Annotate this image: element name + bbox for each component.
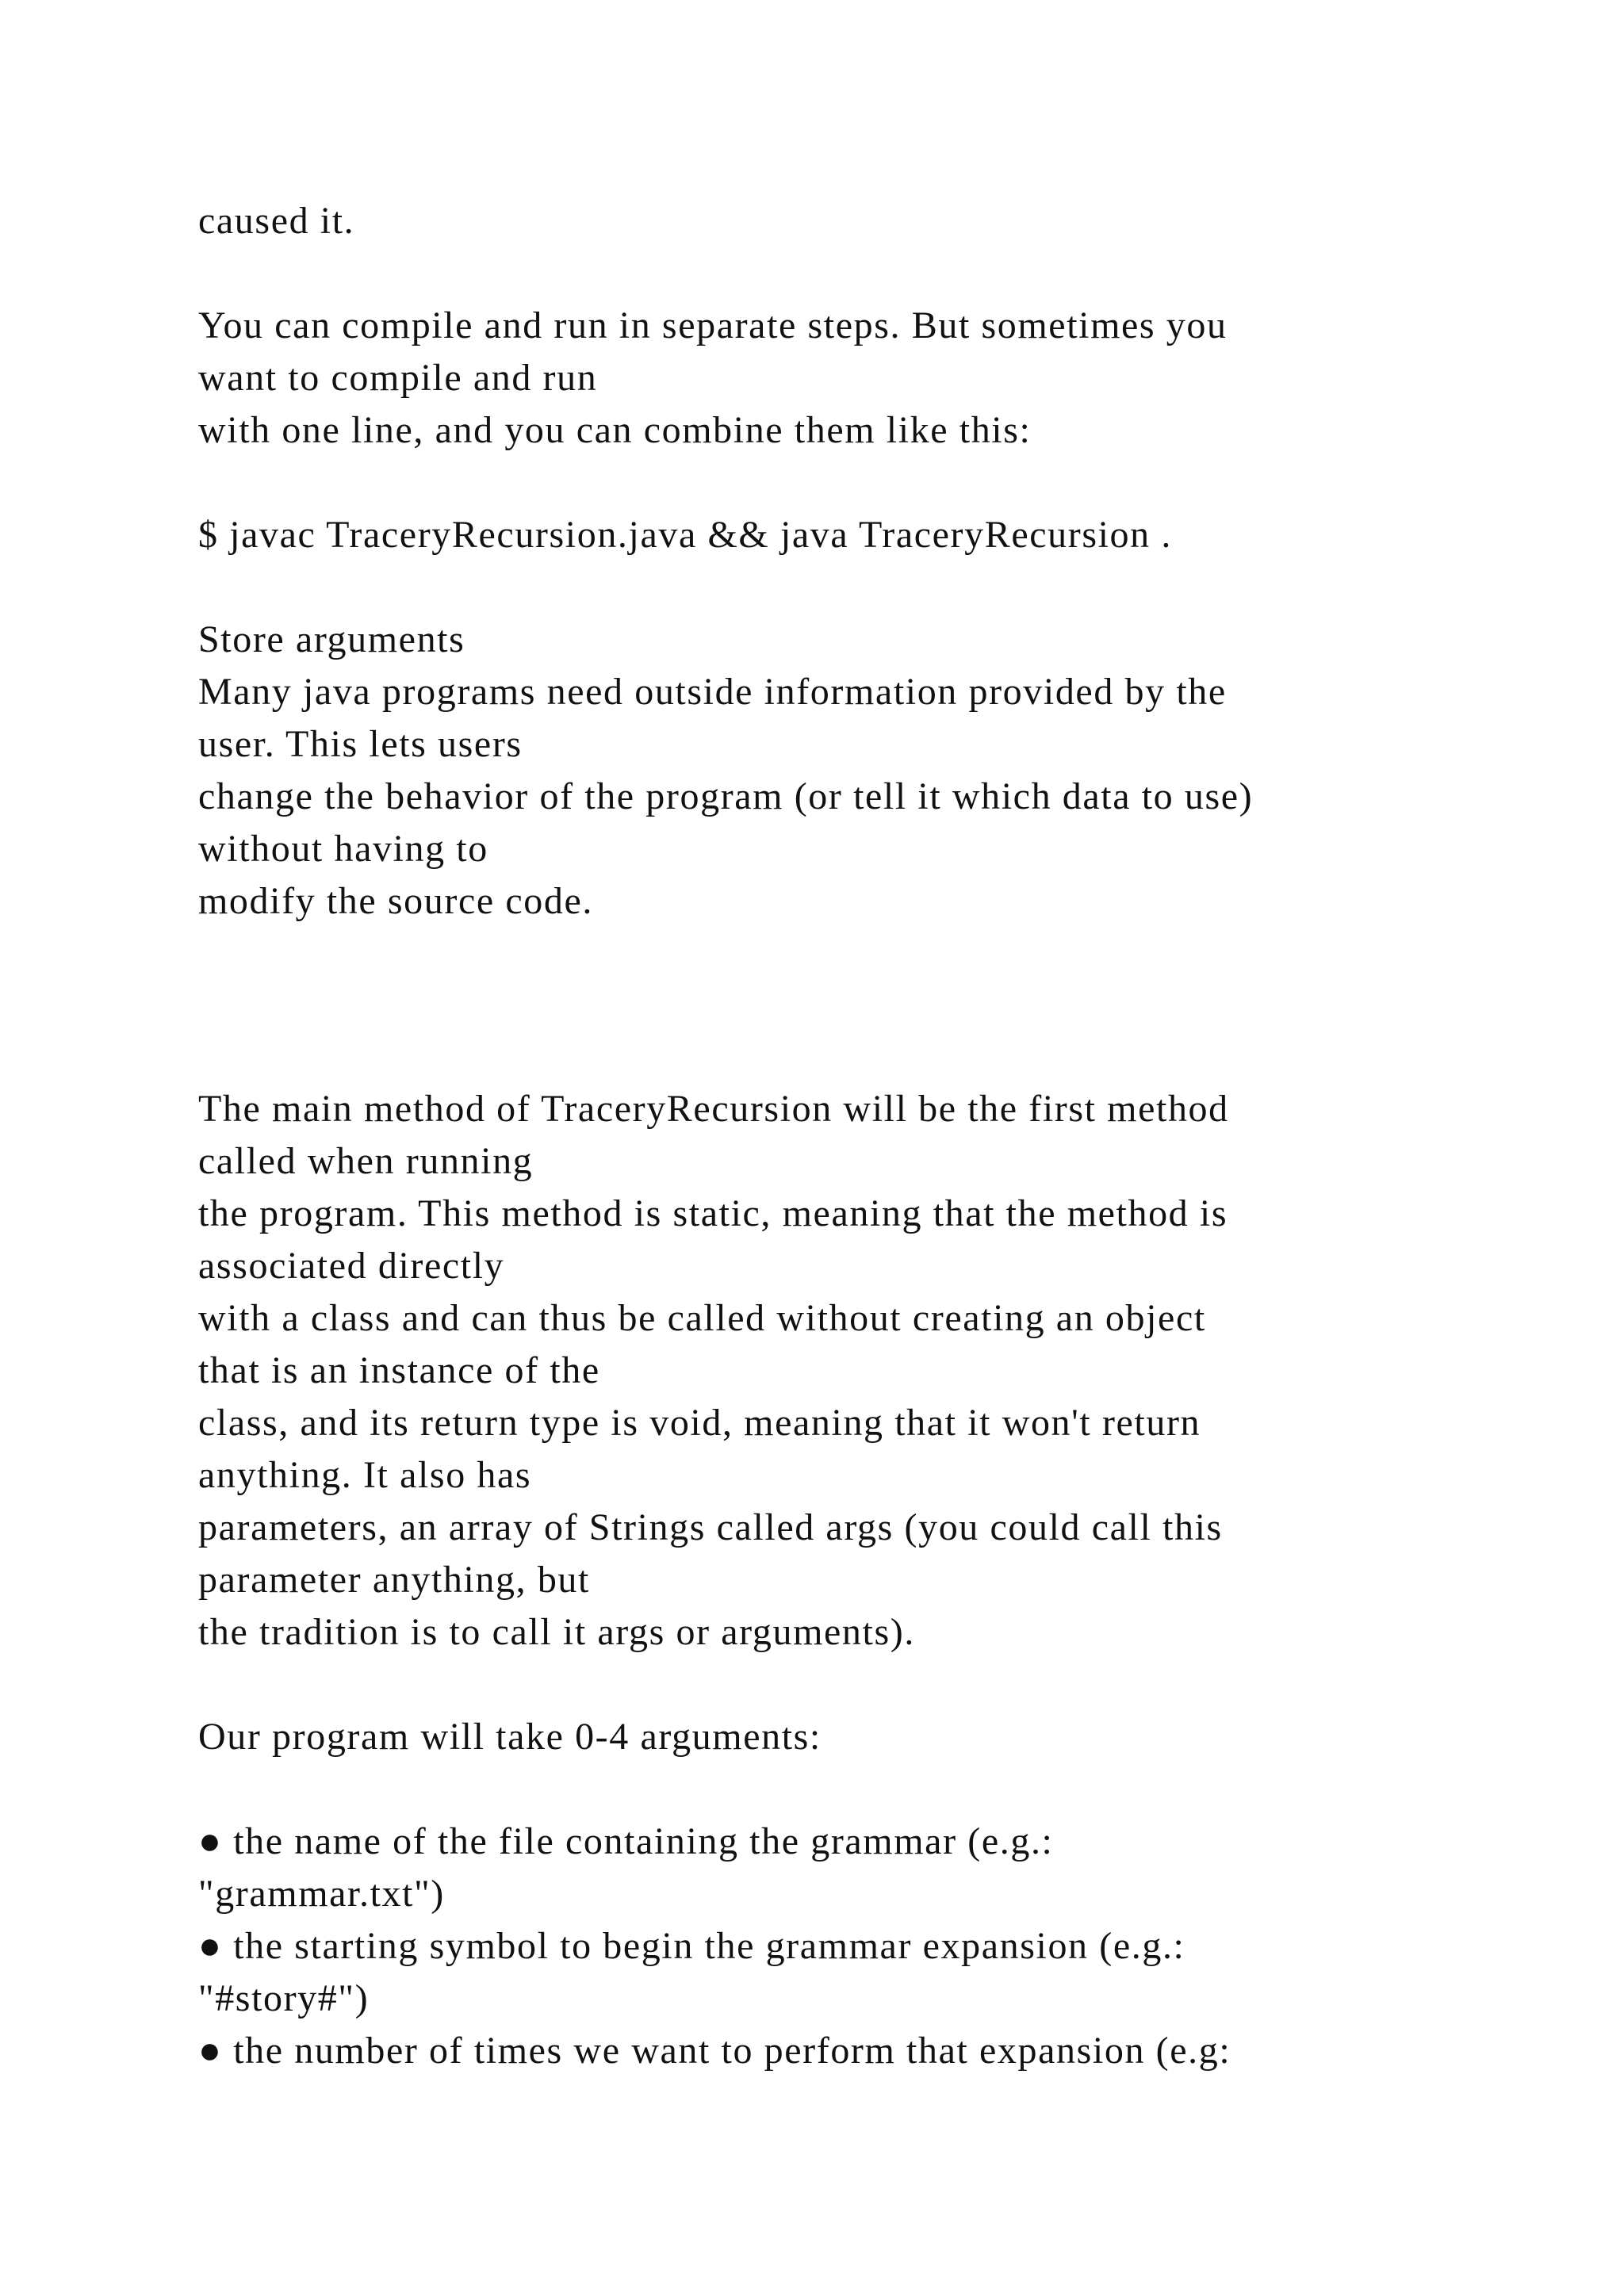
text-line: parameter anything, but — [198, 1559, 590, 1601]
text-line: parameters, an array of Strings called args (you could call this — [198, 1506, 1223, 1548]
text-line: the tradition is to call it args or arguments). — [198, 1611, 915, 1653]
bullet-item: ● the name of the file containing the grammar (e.g.: — [198, 1820, 1054, 1862]
text-line: user. This lets users — [198, 723, 523, 765]
bullet-item: ● the number of times we want to perform that expansion (e.g: — [198, 2030, 1231, 2072]
bullet-item: ● the starting symbol to begin the grammar expansion (e.g.: — [198, 1925, 1185, 1967]
text-line: The main method of TraceryRecursion will be the first method — [198, 1088, 1229, 1130]
text-line: with one line, and you can combine them like this: — [198, 409, 1032, 451]
text-line: change the behavior of the program (or tell it which data to use) — [198, 775, 1254, 817]
text-line: Our program will take 0-4 arguments: — [198, 1716, 822, 1758]
text-line: without having to — [198, 828, 488, 870]
text-line: associated directly — [198, 1245, 505, 1287]
text-line: modify the source code. — [198, 880, 593, 922]
command-line: $ javac TraceryRecursion.java && java TraceryRecursion . — [198, 514, 1172, 556]
text-line: with a class and can thus be called without creating an object — [198, 1297, 1206, 1339]
text-line: the program. This method is static, meaning that the method is — [198, 1192, 1228, 1234]
text-line: anything. It also has — [198, 1454, 532, 1496]
text-line: called when running — [198, 1140, 534, 1182]
text-line: "grammar.txt") — [198, 1873, 445, 1915]
section-heading: Store arguments — [198, 618, 465, 660]
text-line: want to compile and run — [198, 357, 598, 399]
text-line: class, and its return type is void, meaning that it won't return — [198, 1402, 1201, 1444]
text-line: Many java programs need outside information provided by the — [198, 671, 1227, 713]
text-line: "#story#") — [198, 1977, 370, 2019]
text-line: caused it. — [198, 200, 355, 242]
text-line: that is an instance of the — [198, 1349, 600, 1391]
text-line: You can compile and run in separate steps. But sometimes you — [198, 304, 1228, 346]
